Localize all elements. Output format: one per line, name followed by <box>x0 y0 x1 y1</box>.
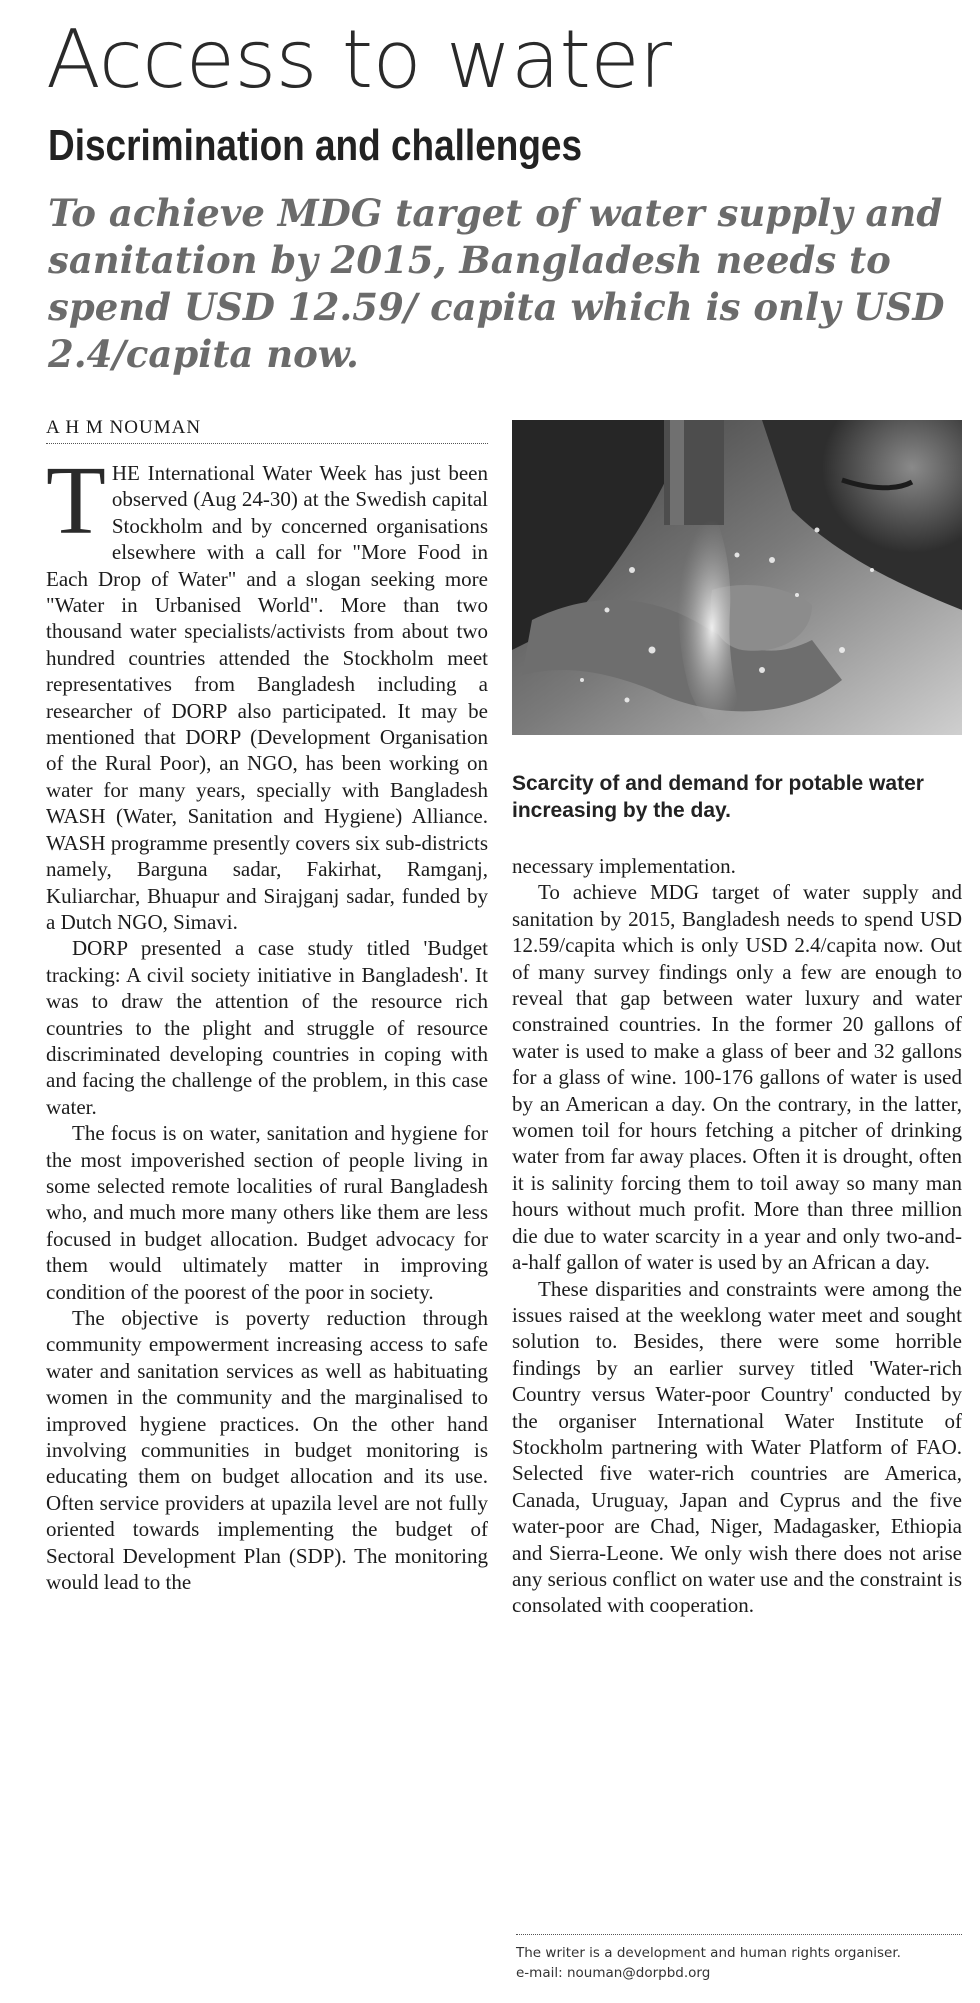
paragraph: necessary implementation. <box>512 854 736 878</box>
left-column <box>46 447 488 1595</box>
drop-cap: T <box>46 447 106 555</box>
paragraph: DORP presented a case study titled 'Budget tracking: A civil society initiative in Bangladesh'. It was to draw the attention of the resource rich countries to the plight and struggle of resource discriminated developing countries in coping with and facing the challenge of the problem, in this case water. <box>46 936 488 1119</box>
photo-illustration <box>512 420 962 735</box>
headline: Access to water <box>46 13 672 106</box>
byline: A H M NOUMAN <box>46 417 488 444</box>
photo-caption: Scarcity of and demand for potable water increasing by the day. <box>512 772 924 822</box>
paragraph <box>46 447 488 935</box>
paragraph-text: HE International Water Week has just been observed (Aug 24-30) at the Swedish capital Stockholm and by concerned organisations elsewhere with a call for "More Food in Each Drop of Water" and a slogan seeking more "Water in Urbanised World". More than two thousand water specialists/activists from about two hundred countries attended the Stockholm meet representatives from Bangladesh including a researcher of DORP also participated. It may be mentioned that DORP (Development Organisation of the Rural Poor), an NGO, has been working on water for many years, specially with Bangladesh WASH (Water, Sanitation and Hygiene) Alliance. WASH programme presently covers six sub-districts namely, Barguna sadar, Fakirhat, Ramganj, Kuliarchar, Bhuapur and Sirajganj sadar, funded by a Dutch NGO, Simavi. <box>46 461 488 934</box>
paragraph: To achieve MDG target of water supply and sanitation by 2015, Bangladesh needs to spend USD 12.59/capita which is only USD 2.4/capita now. Out of many survey findings only a few are enough to reveal that gap between water luxury and water constrained countries. In the former 20 gallons of water is used to make a glass of beer and 32 gallons for a glass of wine. 100-176 gallons of water is used by an American a day. On the contrary, in the latter, women toil for hours fetching a pitcher of drinking water from far away places. Often it is drought, often it is salinity forcing them to toil away so many man hours without much profit. More than three million die due to water scarcity in a year and only two-and-a-half gallon of water is used by an African a day. <box>512 880 962 1275</box>
photo-child-drinking-water <box>512 420 962 735</box>
right-column <box>512 853 962 1619</box>
paragraph: These disparities and constraints were among the issues raised at the weeklong water meet and sought solution to. Besides, there were some horrible findings by an earlier survey titled 'Water-rich Country versus Water-poor Country' conducted by the organiser International Water Institute of Stockholm partnering with Water Platform of FAO. Selected five water-rich countries are America, Canada, Uruguay, Japan and Cyprus and the five water-poor are Chad, Niger, Madagasker, Ethiopia and Sierra-Leone. We only wish there does not arise any serious conflict on water use and the constraint is consolated with cooperation. <box>512 1276 962 1618</box>
standfirst: To achieve MDG target of water supply and sanitation by 2015, Bangladesh needs to spend USD 12.59/ capita which is only USD 2.4/capita now. <box>48 191 945 376</box>
author-bio: The writer is a development and human rights organiser. <box>516 1945 901 1961</box>
paragraph: The focus is on water, sanitation and hygiene for the most impoverished section of people living in some selected remote localities of rural Bangladesh who, and much more many others like them are less focused in budget allocation. Budget advocacy for them would ultimately matter in improving condition of the poorest of the poor in society. <box>46 1121 488 1304</box>
paragraph: The objective is poverty reduction through community empowerment increasing access to safe water and sanitation services as well as habituating women in the community and the marginalised to improved hygiene practices. On the other hand involving communities in budget monitoring is educating them on budget allocation and its use. Often service providers at upazila level are not fully oriented towards implementing the budget of Sectoral Development Plan (SDP). The monitoring would lead to the <box>46 1306 488 1595</box>
author-email: e-mail: nouman@dorpbd.org <box>516 1965 711 1981</box>
subheadline: Discrimination and challenges <box>48 121 583 170</box>
author-note <box>516 1934 962 1983</box>
